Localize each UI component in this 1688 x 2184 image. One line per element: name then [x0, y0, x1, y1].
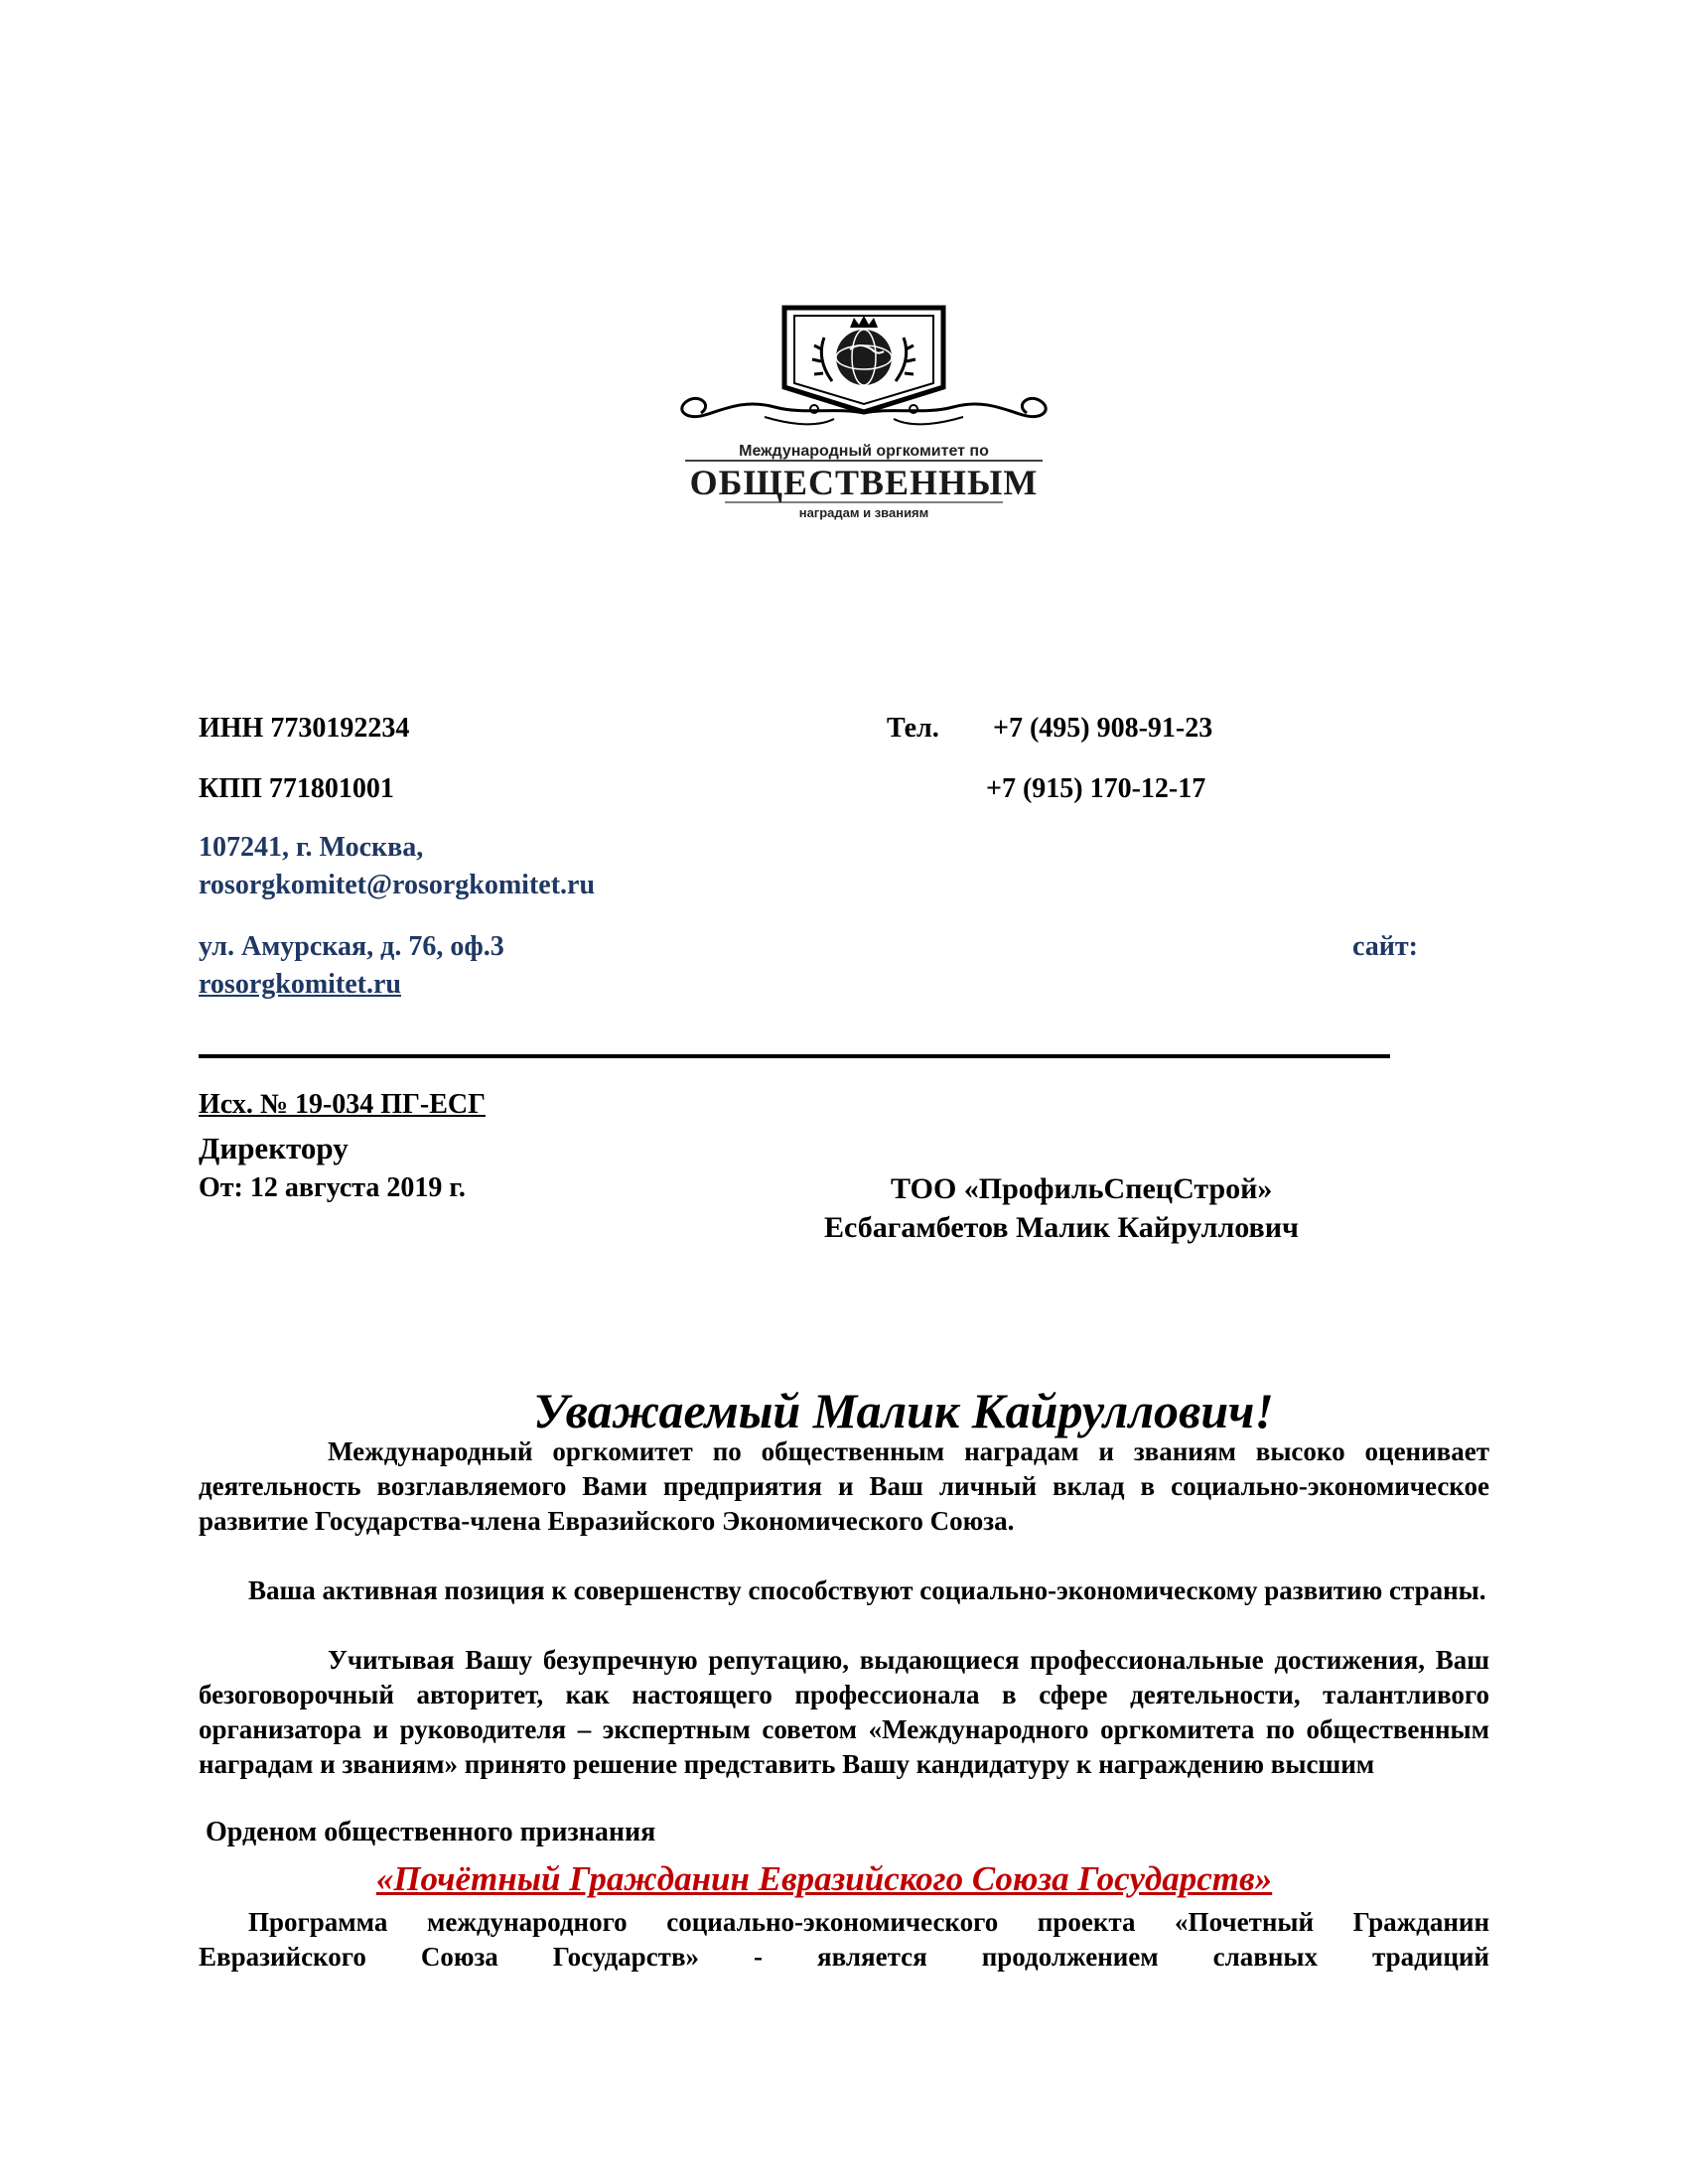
paragraph-2-text: Ваша активная позиция к совершенству способствуют социально-экономическому развитию страны. — [248, 1575, 1486, 1605]
paragraph-1-text: Международный оргкомитет по общественным наградам и званиям высоко оценивает деятельность возглавляемого Вами предприятия и Ваш личный вклад в социально-экономическое развитие Государства-члена Евразийского Экономического Союза. — [199, 1436, 1489, 1536]
outgoing-number: Исх. № 19-034 ПГ-ЕСГ — [199, 1089, 486, 1120]
recipient-company: ТОО «ПрофильСпецСтрой» — [891, 1172, 1273, 1205]
paragraph-2 — [199, 1573, 1489, 1608]
kpp: КПП 771801001 — [199, 773, 394, 804]
logo-caption-top: Международный оргкомитет по — [739, 443, 989, 460]
site-label: сайт: — [1352, 931, 1418, 962]
header-divider — [199, 1054, 1390, 1058]
site-link[interactable]: rosorgkomitet.ru — [199, 969, 401, 1000]
award-title: «Почётный Гражданин Евразийского Союза Государств» — [375, 1859, 1273, 1898]
paragraph-3-text: Учитывая Вашу безупречную репутацию, выдающиеся профессиональные достижения, Ваш безоговорочный авторитет, как настоящего профессионала в сфере деятельности, талантливого организатора и руководителя – экспертным советом «Международного оргкомитета по общественным наградам и званиям» принято решение представить Вашу кандидатуру к награждению высшим — [199, 1645, 1489, 1779]
address-city: 107241, г. Москва, — [199, 832, 424, 863]
recipient-name: Есбагамбетов Малик Кайруллович — [824, 1211, 1299, 1244]
inn: ИНН 7730192234 — [199, 713, 410, 744]
paragraph-4-text: Программа международного социально-экономического проекта «Почетный Гражданин Евразийского Союза Государств» - является продолжением славных традиций — [199, 1907, 1489, 1972]
order-line: Орденом общественного признания — [206, 1817, 656, 1847]
phone-2: +7 (915) 170-12-17 — [986, 773, 1206, 804]
tel-label: Тел. — [887, 713, 939, 744]
paragraph-4 — [199, 1905, 1489, 1975]
letter-date: От: 12 августа 2019 г. — [199, 1172, 466, 1203]
greeting: Уважаемый Малик Кайруллович! — [533, 1383, 1274, 1438]
address-street: ул. Амурская, д. 76, оф.3 — [199, 931, 504, 962]
paragraph-1 — [199, 1434, 1489, 1539]
logo-caption-bottom: наградам и званиям — [798, 505, 929, 520]
paragraph-3 — [199, 1643, 1489, 1782]
email-link[interactable]: rosorgkomitet@rosorgkomitet.ru — [199, 870, 596, 900]
to-position: Директору — [199, 1131, 349, 1165]
logo-caption-main: ОБЩЕСТВЕННЫМ — [689, 463, 1039, 502]
phone-1: +7 (495) 908-91-23 — [993, 713, 1213, 744]
